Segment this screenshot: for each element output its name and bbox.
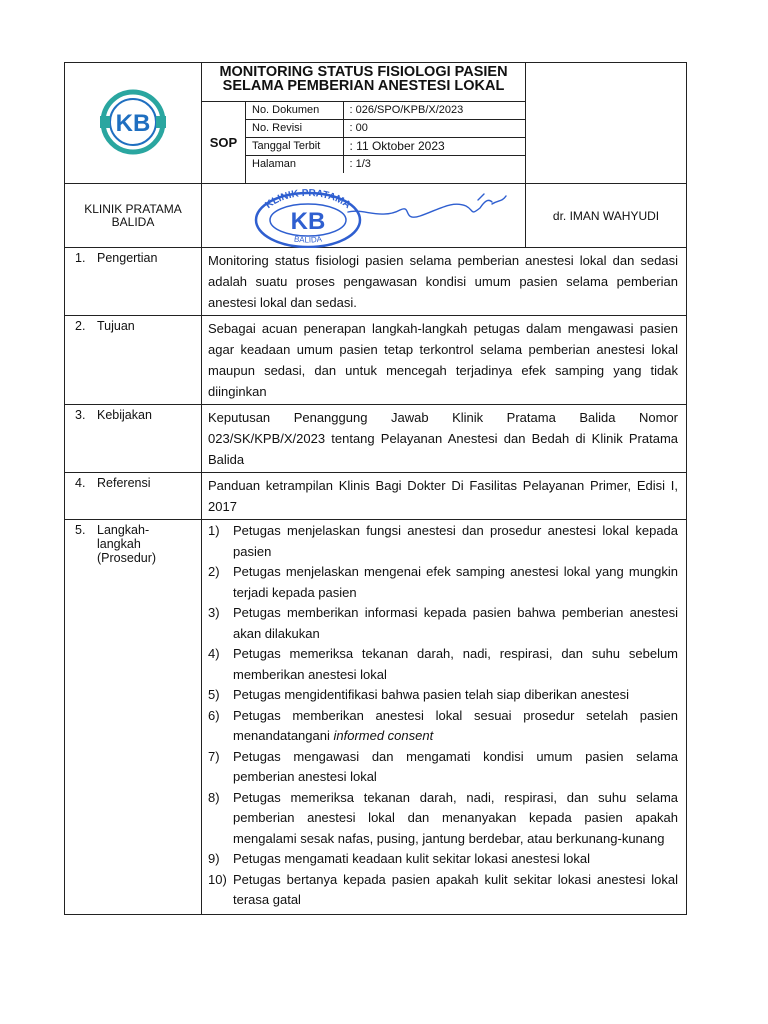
document-title: MONITORING STATUS FISIOLOGI PASIEN SELAMA PEMBERIAN ANESTESI LOKAL [202,63,526,102]
step-item [208,644,678,685]
step-number: 8) [208,789,220,805]
step-item [208,870,678,911]
meta-label: Halaman [246,155,343,173]
sop-document [64,62,686,915]
pengertian-text: Monitoring status fisiologi pasien selama pemberian anestesi lokal dan sedasi adalah suatu proses pengawasan kondisi umum pasien selama pemberian anestesi lokal dan sedasi. [202,248,687,316]
stamp-signature-cell [202,184,526,248]
tujuan-text: Sebagai acuan penerapan langkah-langkah petugas dalam mengawasi pasien agar keadaan umum pasien tetap terkontrol selama pemberian anestesi lokal maupun sedasi, dan untuk mencegah terjadinya efek samping yang tidak diinginkan [202,316,687,405]
step-number: 7) [208,748,220,764]
step-text: Petugas memeriksa tekanan darah, nadi, respirasi, dan suhu sebelum memberikan anestesi lokal [233,646,679,682]
meta-value: : 026/SPO/KPB/X/2023 [343,102,525,120]
section-number: 2. [75,319,86,333]
clinic-name [65,184,202,248]
section-title-line: Langkah- [97,523,150,537]
signature [342,190,512,230]
stamp-top-text: KLINIK PRATAMA [263,188,353,212]
step-text: Petugas memberikan informasi kepada pasien bahwa pemberian anestesi akan dilakukan [233,605,679,641]
step-number: 10) [208,871,227,887]
clinic-name-line: KLINIK PRATAMA [84,201,182,216]
section-label [65,473,202,520]
section-number: 4. [75,476,86,490]
section-number: 3. [75,408,86,422]
section-row [65,520,687,915]
header-empty-cell [526,63,687,184]
step-number: 6) [208,707,220,723]
meta-row [246,137,525,155]
kebijakan-text: Keputusan Penanggung Jawab Klinik Pratama Balida Nomor 023/SK/KPB/X/2023 tentang Pelayanan Anestesi dan Bedah di Klinik Pratama Balida [202,405,687,473]
step-number: 3) [208,605,220,620]
section-row [65,473,687,520]
meta-label: Tanggal Terbit [246,137,343,155]
step-text: Petugas mengidentifikasi bahwa pasien telah siap diberikan anestesi [233,687,630,702]
step-number: 1) [208,523,220,538]
logo-cell [65,63,202,184]
section-title: Referensi [97,476,151,490]
section-label [65,405,202,473]
step-text: Petugas mengawasi dan mengamati kondisi umum pasien selama pemberian anestesi lokal [233,748,679,784]
step-text-italic: informed consent [333,728,434,743]
step-item [208,849,678,870]
step-number: 4) [208,646,220,661]
step-text: Petugas bertanya kepada pasien apakah kulit sekitar lokasi anestesi lokal terasa gatal [233,871,679,907]
step-text: Petugas mengamati keadaan kulit sekitar lokasi anestesi lokal [233,851,590,866]
procedure-steps [202,520,687,915]
step-item [208,788,678,850]
referensi-text: Panduan ketrampilan Klinis Bagi Dokter Di Fasilitas Pelayanan Primer, Edisi I, 2017 [202,473,687,520]
step-number: 5) [208,687,220,702]
meta-value: : 11 Oktober 2023 [343,137,525,155]
meta-value: : 00 [343,119,525,137]
step-item [208,706,678,747]
section-title: Pengertian [97,251,158,265]
meta-value: : 1/3 [343,155,525,173]
meta-label: No. Revisi [246,119,343,137]
section-number: 5. [75,523,86,537]
section-label [65,248,202,316]
step-item [208,685,678,706]
section-row [65,405,687,473]
step-text: Petugas memeriksa tekanan darah, nadi, respirasi, dan suhu selama pemberian anestesi lokal dan menanyakan kepada pasien apakah mengalami sesak nafas, pusing, jantung berdebar, atau berkunang-kunang [233,789,679,846]
step-item [208,603,678,644]
section-row [65,316,687,405]
step-text: Petugas menjelaskan mengenai efek samping anestesi lokal yang mungkin terjadi kepada pasien [233,564,679,600]
meta-label: No. Dokumen [246,102,343,120]
step-number: 2) [208,564,220,579]
sop-label: SOP [202,101,246,183]
sop-table [64,62,687,915]
stamp-bottom-text: BALIDA [293,234,323,245]
section-number: 1. [75,251,86,265]
clinic-name-line: BALIDA [111,214,155,229]
section-row [65,248,687,316]
section-title-line: langkah [97,537,141,551]
meta-row [246,119,525,137]
section-label [65,520,202,915]
clinic-logo [94,87,172,157]
svg-text:BALIDA [294,234,324,244]
meta-row [246,102,525,120]
step-text-main: Petugas memberikan anestesi lokal sesuai prosedur setelah pasien menandatangani [233,707,679,743]
step-text [233,706,678,747]
section-title: Kebijakan [97,408,152,422]
logo-text: KB [115,109,151,137]
step-item [208,521,678,562]
stamp-center-text: KB [290,208,326,235]
meta-row [246,155,525,173]
section-title: Tujuan [97,319,135,333]
step-number: 9) [208,851,220,866]
step-item [208,562,678,603]
section-label [65,316,202,405]
section-title [97,523,156,565]
document-meta [246,101,526,183]
signer-name: dr. IMAN WAHYUDI [526,184,687,248]
section-title-line: (Prosedur) [97,551,157,565]
step-text: Petugas menjelaskan fungsi anestesi dan prosedur anestesi lokal kepada pasien [233,523,679,559]
step-item [208,747,678,788]
